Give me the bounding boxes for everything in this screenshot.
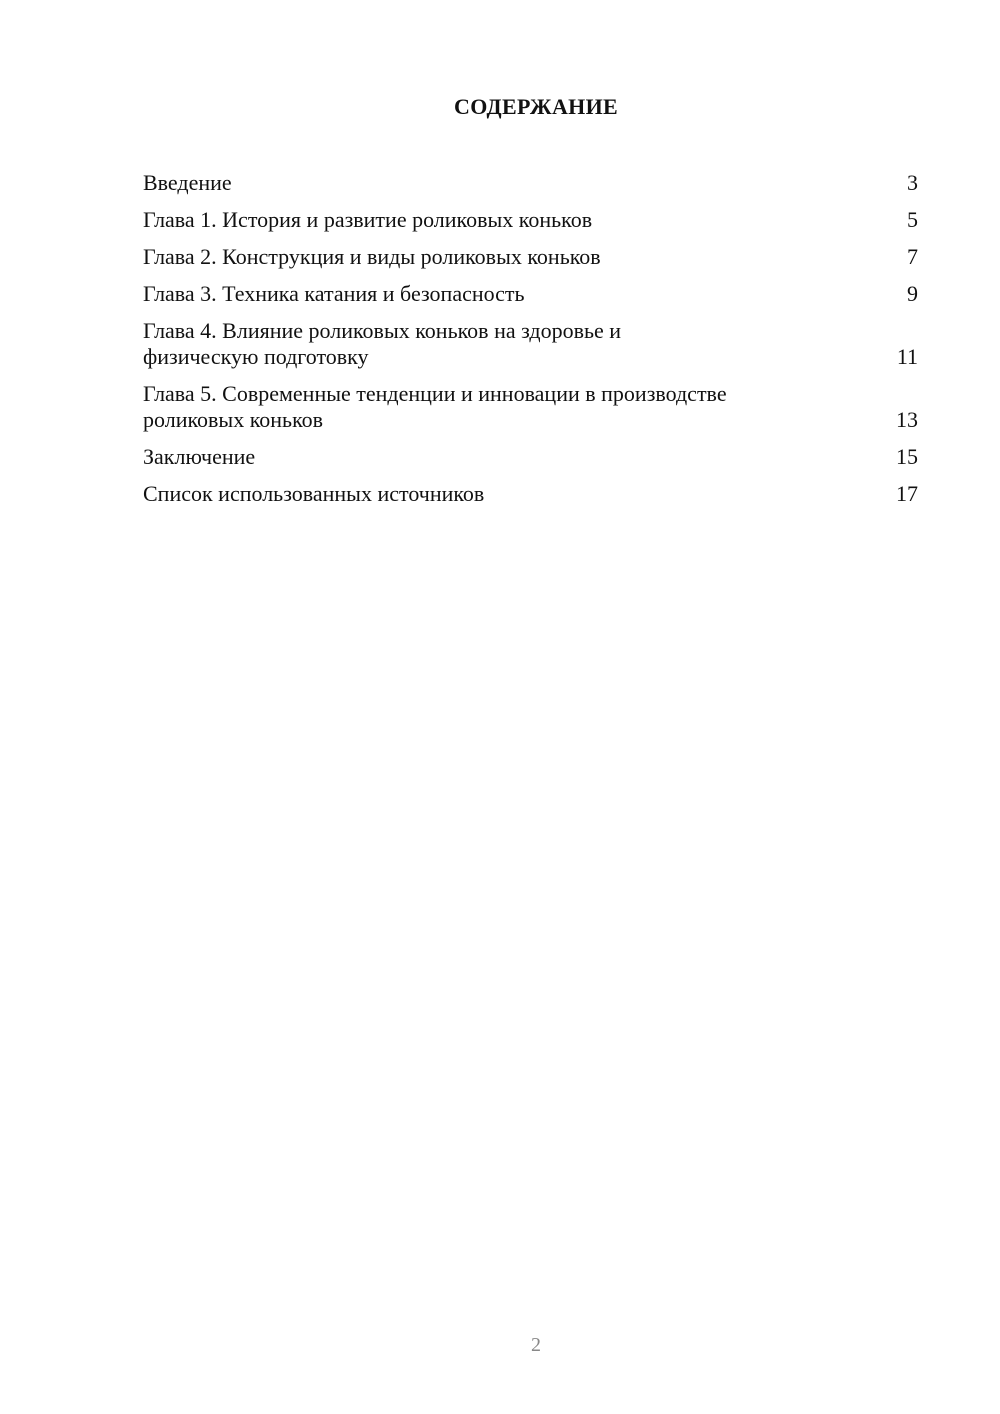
toc-entry-title: Заключение: [143, 444, 256, 469]
toc-entry-page: 11: [896, 344, 918, 369]
toc-entry-chapter-4: [143, 318, 918, 370]
toc-entry-page: 9: [907, 281, 918, 306]
toc-entry-references: [143, 481, 918, 507]
toc-heading: СОДЕРЖАНИЕ: [454, 94, 618, 119]
toc-entry-chapter-3: [143, 281, 918, 307]
toc-entry-chapter-5: [143, 381, 918, 433]
toc-entry-title: Глава 5. Современные тенденции и инновации в производстве роликовых коньков: [143, 381, 727, 432]
toc-entry-conclusion: [143, 444, 918, 470]
toc-entry-page: 17: [896, 481, 918, 506]
toc-entry-title: Глава 4. Влияние роликовых коньков на здоровье и физическую подготовку: [143, 318, 622, 369]
toc-entry-introduction: [143, 170, 918, 196]
toc-entry-title: Глава 2. Конструкция и виды роликовых коньков: [143, 244, 601, 269]
toc-entry-page: 5: [907, 207, 918, 232]
table-of-contents: [143, 170, 918, 518]
toc-entry-title: Введение: [143, 170, 232, 195]
toc-entry-page: 7: [907, 244, 918, 269]
toc-entry-title: Глава 3. Техника катания и безопасность: [143, 281, 525, 306]
toc-entry-chapter-2: [143, 244, 918, 270]
toc-entry-title: Список использованных источников: [143, 481, 485, 506]
toc-entry-chapter-1: [143, 207, 918, 233]
toc-entry-title: Глава 1. История и развитие роликовых коньков: [143, 207, 593, 232]
toc-entry-page: 3: [907, 170, 918, 195]
toc-entry-page: 15: [896, 444, 918, 469]
toc-entry-page: 13: [896, 407, 918, 432]
page-number: 2: [531, 1334, 541, 1356]
